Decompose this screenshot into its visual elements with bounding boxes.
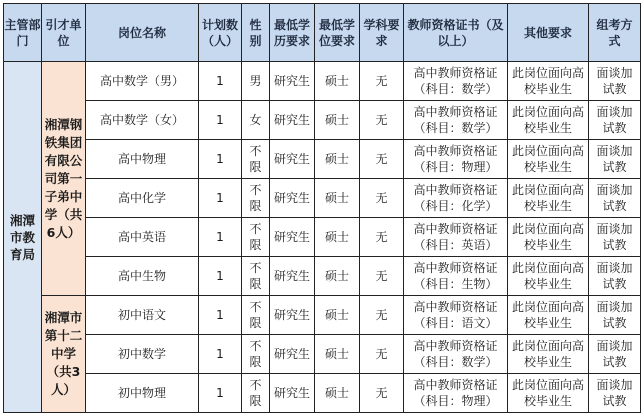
- other-cell: 此岗位面向高校毕业生: [508, 101, 589, 140]
- header-cert: 教师资格证书（及以上）: [404, 4, 508, 62]
- degree-cell: 硕士: [315, 296, 360, 335]
- count-cell: 1: [199, 101, 242, 140]
- count-cell: 1: [199, 257, 242, 296]
- degree-cell: 硕士: [315, 140, 360, 179]
- exam-cell: 面谈加试教: [589, 62, 641, 101]
- gender-cell: 不限: [242, 179, 270, 218]
- cert-cell: 高中教师资格证（科目：数学）: [404, 101, 508, 140]
- edu-cell: 研究生: [270, 218, 315, 257]
- cert-cell: 高中教师资格证（科目：数学）: [404, 335, 508, 374]
- table-row: [4, 335, 641, 374]
- table-row: [4, 62, 641, 101]
- unit-cell: 湘潭钢铁集团有限公司第一子弟中学（共6人）: [42, 62, 86, 296]
- edu-cell: 研究生: [270, 101, 315, 140]
- post-cell: 高中物理: [86, 140, 199, 179]
- cert-cell: 高中教师资格证（科目：英语）: [404, 218, 508, 257]
- header-row: [4, 4, 641, 62]
- table-row: [4, 296, 641, 335]
- exam-cell: 面谈加试教: [589, 179, 641, 218]
- header-exam: 组考方式: [589, 4, 641, 62]
- degree-cell: 硕士: [315, 374, 360, 413]
- dept-cell: 湘潭市教育局: [4, 62, 42, 413]
- subject-cell: 无: [360, 374, 404, 413]
- post-cell: 高中英语: [86, 218, 199, 257]
- degree-cell: 硕士: [315, 257, 360, 296]
- subject-cell: 无: [360, 101, 404, 140]
- edu-cell: 研究生: [270, 179, 315, 218]
- gender-cell: 不限: [242, 335, 270, 374]
- table-row: [4, 374, 641, 413]
- table-row: [4, 257, 641, 296]
- header-count: 计划数（人）: [199, 4, 242, 62]
- header-other: 其他要求: [508, 4, 589, 62]
- subject-cell: 无: [360, 218, 404, 257]
- header-subject: 学科要求: [360, 4, 404, 62]
- table-row: [4, 218, 641, 257]
- table-row: [4, 179, 641, 218]
- post-cell: 高中数学（男）: [86, 62, 199, 101]
- cert-cell: 高中教师资格证（科目：生物）: [404, 257, 508, 296]
- count-cell: 1: [199, 218, 242, 257]
- degree-cell: 硕士: [315, 179, 360, 218]
- post-cell: 初中语文: [86, 296, 199, 335]
- gender-cell: 女: [242, 101, 270, 140]
- other-cell: 此岗位面向高校毕业生: [508, 62, 589, 101]
- exam-cell: 面谈加试教: [589, 257, 641, 296]
- degree-cell: 硕士: [315, 101, 360, 140]
- count-cell: 1: [199, 62, 242, 101]
- other-cell: 此岗位面向高校毕业生: [508, 374, 589, 413]
- count-cell: 1: [199, 179, 242, 218]
- post-cell: 初中数学: [86, 335, 199, 374]
- gender-cell: 不限: [242, 140, 270, 179]
- other-cell: 此岗位面向高校毕业生: [508, 218, 589, 257]
- count-cell: 1: [199, 335, 242, 374]
- cert-cell: 高中教师资格证（科目：语文）: [404, 296, 508, 335]
- subject-cell: 无: [360, 335, 404, 374]
- exam-cell: 面谈加试教: [589, 335, 641, 374]
- degree-cell: 硕士: [315, 335, 360, 374]
- other-cell: 此岗位面向高校毕业生: [508, 257, 589, 296]
- degree-cell: 硕士: [315, 62, 360, 101]
- edu-cell: 研究生: [270, 62, 315, 101]
- exam-cell: 面谈加试教: [589, 101, 641, 140]
- post-cell: 高中生物: [86, 257, 199, 296]
- cert-cell: 高中教师资格证（科目：化学）: [404, 179, 508, 218]
- edu-cell: 研究生: [270, 374, 315, 413]
- other-cell: 此岗位面向高校毕业生: [508, 296, 589, 335]
- post-cell: 初中物理: [86, 374, 199, 413]
- count-cell: 1: [199, 140, 242, 179]
- edu-cell: 研究生: [270, 335, 315, 374]
- edu-cell: 研究生: [270, 296, 315, 335]
- cert-cell: 高中教师资格证（科目：数学）: [404, 62, 508, 101]
- exam-cell: 面谈加试教: [589, 218, 641, 257]
- gender-cell: 不限: [242, 257, 270, 296]
- count-cell: 1: [199, 374, 242, 413]
- post-cell: 高中化学: [86, 179, 199, 218]
- post-cell: 高中数学（女）: [86, 101, 199, 140]
- subject-cell: 无: [360, 62, 404, 101]
- subject-cell: 无: [360, 140, 404, 179]
- unit-cell: 湘潭市第十二中学（共3人）: [42, 296, 86, 413]
- exam-cell: 面谈加试教: [589, 374, 641, 413]
- subject-cell: 无: [360, 179, 404, 218]
- subject-cell: 无: [360, 296, 404, 335]
- exam-cell: 面谈加试教: [589, 296, 641, 335]
- other-cell: 此岗位面向高校毕业生: [508, 335, 589, 374]
- header-edu: 最低学历要求: [270, 4, 315, 62]
- subject-cell: 无: [360, 257, 404, 296]
- other-cell: 此岗位面向高校毕业生: [508, 179, 589, 218]
- edu-cell: 研究生: [270, 140, 315, 179]
- gender-cell: 男: [242, 62, 270, 101]
- other-cell: 此岗位面向高校毕业生: [508, 140, 589, 179]
- cert-cell: 高中教师资格证（科目：物理）: [404, 374, 508, 413]
- count-cell: 1: [199, 296, 242, 335]
- recruitment-table: [3, 3, 641, 413]
- gender-cell: 不限: [242, 296, 270, 335]
- gender-cell: 不限: [242, 218, 270, 257]
- degree-cell: 硕士: [315, 218, 360, 257]
- header-unit: 引才单位: [42, 4, 86, 62]
- exam-cell: 面谈加试教: [589, 140, 641, 179]
- cert-cell: 高中教师资格证（科目：物理）: [404, 140, 508, 179]
- header-degree: 最低学位要求: [315, 4, 360, 62]
- edu-cell: 研究生: [270, 257, 315, 296]
- header-dept: 主管部门: [4, 4, 42, 62]
- table-row: [4, 101, 641, 140]
- header-gender: 性别: [242, 4, 270, 62]
- table-row: [4, 140, 641, 179]
- header-post: 岗位名称: [86, 4, 199, 62]
- gender-cell: 不限: [242, 374, 270, 413]
